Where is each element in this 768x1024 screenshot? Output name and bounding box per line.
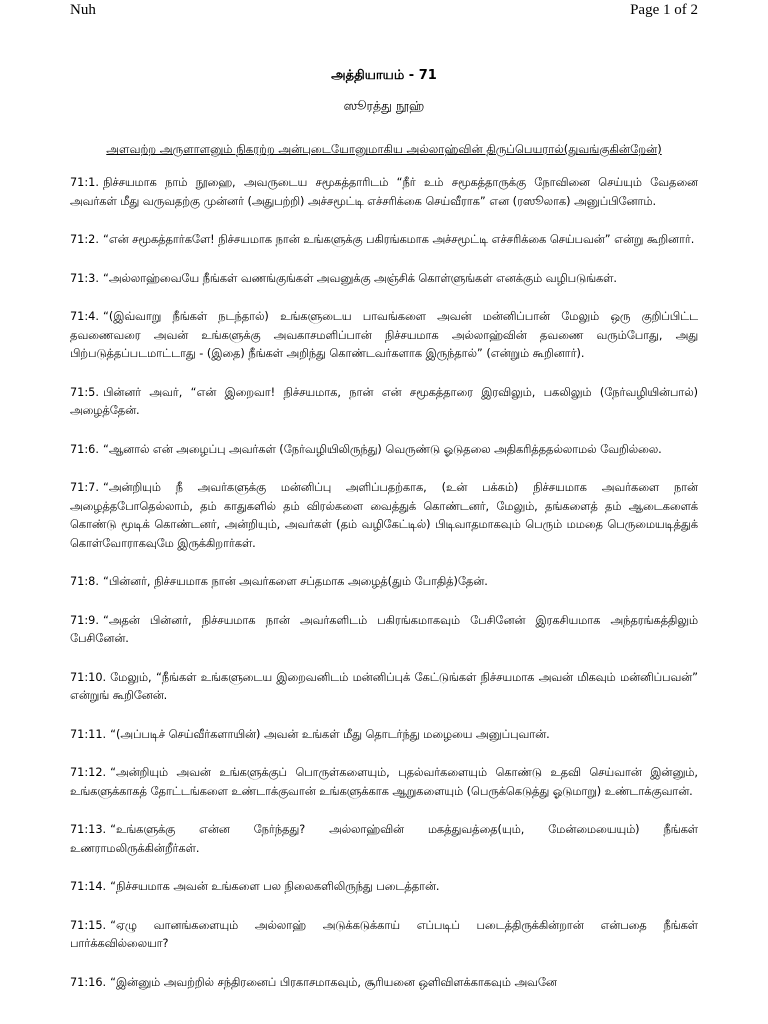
verse-text: “நிச்சயமாக அவன் உங்களை பல நிலைகளிலிருந்து படைத்தான். [110,880,440,893]
verse-item [70,821,698,858]
page-number: Page 1 of 2 [630,2,698,18]
verse-text: “உங்களுக்கு என்ன நேர்ந்தது? அல்லாஹ்வின் மகத்துவத்தை(யும், மேன்மையையும்) நீங்கள் உணராமலிருக்கின்றீர்கள். [70,823,698,855]
chapter-title: அத்தியாயம் - 71 [331,68,437,83]
verse-text: “அன்றியும் நீ அவர்களுக்கு மன்னிப்பு அளிப்பதற்காக, (உன் பக்கம்) நிச்சயமாக அவர்களை நான் அழைத்தபோதெல்லாம், தம் காதுகளில் தம் விரல்களை வைத்துக் கொண்டனர், மேலும், தங்களைத் தம் ஆடைகளைக் கொண்டு மூடிக் கொண்டனர், அன்றியும், அவர்கள் (தம் வழிகேட்டில்) பிடிவாதமாகவும் பெரும் மமதை பெருமையடித்துக் கொள்வோராகவுமே இருக்கிறார்கள். [70,481,698,550]
page-header [0,0,768,24]
verse-number: 71:6. [70,442,99,456]
surah-name: ஸூரத்து நூஹ் [343,98,425,113]
bismillah-line: அளவற்ற அருளாளனும் நிகரற்ற அன்புடையோனுமாகிய அல்லாஹ்வின் திருப்பெயரால்(துவங்குகின்றேன்) [106,142,662,156]
verse-number: 71:11. [70,727,107,741]
verse-item [70,479,698,553]
verse-text: “அன்றியும் அவன் உங்களுக்குப் பொருள்களையும், புதல்வர்களையும் கொண்டு உதவி செய்வான் இன்னும், உங்களுக்காகத் தோட்டங்களை உண்டாக்குவான் உங்களுக்காக ஆறுகளையும் (பெருக்கெடுத்து ஓடுமாறு) உண்டாக்குவான். [70,766,698,798]
verse-item [70,174,698,211]
verse-text: “ஏழு வானங்களையும் அல்லாஹ் அடுக்கடுக்காய் எப்படிப் படைத்திருக்கின்றான் என்பதை நீங்கள் பார்க்கவில்லையா? [70,918,698,950]
verse-text: பின்னர் அவர், “என் இறைவா! நிச்சயமாக, நான் என் சமூகத்தாரை இரவிலும், பகலிலும் (நேர்வழியின்பால்) அழைத்தேன். [70,385,698,417]
verse-item [70,764,698,801]
verse-item [70,917,698,954]
verse-text: மேலும், “நீங்கள் உங்களுடைய இறைவனிடம் மன்னிப்புக் கேட்டுங்கள் நிச்சயமாக அவன் மிகவும் மன்னிப்பவன்” என்றுங் கூறினேன். [70,670,698,702]
verse-item [70,270,698,289]
verse-number: 71:4. [70,310,99,323]
verse-number: 71:9. [70,613,99,627]
verse-item [70,573,698,592]
verse-text: “அதன் பின்னர், நிச்சயமாக நான் அவர்களிடம் பகிரங்கமாகவும் பேசினேன் இரகசியமாக அந்தரங்கத்திலும் பேசினேன். [70,613,698,645]
verse-text: “ஆனால் என் அழைப்பு அவர்கள் (நேர்வழியிலிருந்து) வெருண்டு ஓடுதலை அதிகரித்ததல்லாமல் வேறில்லை. [102,442,662,456]
verse-item [70,974,698,993]
verse-number: 71:5. [70,385,99,399]
verse-number: 71:3. [70,271,99,285]
verse-list [70,174,698,1020]
header-title: Nuh [70,2,96,18]
verse-number: 71:7. [70,481,99,494]
verse-number: 71:8. [70,575,99,588]
verse-text: “(இவ்வாறு நீங்கள் நடந்தால்) உங்களுடைய பாவங்களை அவன் மன்னிப்பான் மேலும் ஒரு குறிப்பிட்ட தவணைவரை அவன் உங்களுக்கு அவகாசமளிப்பான் நிச்சயமாக அல்லாஹ்வின் தவணை வரும்போது, அது பிற்படுத்தப்படமாட்டாது - (இதை) நீங்கள் அறிந்து கொண்டவர்களாக இருந்தால்” (என்றும் கூறினார்). [70,310,698,360]
verse-number: 71:10. [70,670,107,684]
verse-number: 71:1. [70,176,99,189]
verse-number: 71:12. [70,766,107,779]
verse-text: நிச்சயமாக நாம் நூஹை, அவருடைய சமூகத்தாரிடம் “நீர் உம் சமூகத்தாருக்கு நோவினை செய்யும் வேதனை அவர்கள் மீது வருவதற்கு முன்னர் (அதுபற்றி) அச்சமூட்டி எச்சரிக்கை செய்வீராக” என (ரஸூலாக) அனுப்பினோம். [70,176,698,208]
verse-item [70,878,698,897]
verse-item [70,231,698,250]
verse-item [70,441,698,460]
verse-text: “அல்லாஹ்வையே நீங்கள் வணங்குங்கள் அவனுக்கு அஞ்சிக் கொள்ளுங்கள் எனக்கும் வழிபடுங்கள். [102,271,617,285]
verse-text: “பின்னர், நிச்சயமாக நான் அவர்களை சப்தமாக அழைத்(தும் போதித்)தேன். [102,575,488,588]
verse-item [70,612,698,649]
verse-text: “என் சமூகத்தார்களே! நிச்சயமாக நான் உங்களுக்கு பகிரங்கமாக அச்சமூட்டி எச்சரிக்கை செய்பவன்” என்று கூறினார். [102,233,695,246]
verse-number: 71:13. [70,823,107,836]
verse-number: 71:2. [70,233,99,246]
verse-text: “இன்னும் அவற்றில் சந்திரனைப் பிரகாசமாகவும், சூரியனை ஒளிவிளக்காகவும் அவனே [110,975,557,989]
verse-number: 71:16. [70,975,107,989]
verse-text: “(அப்படிச் செய்வீர்களாயின்) அவன் உங்கள் மீது தொடர்ந்து மழையை அனுப்புவான். [110,727,550,741]
verse-item [70,669,698,706]
verse-number: 71:14. [70,880,107,893]
verse-item [70,384,698,421]
verse-item [70,726,698,745]
verse-number: 71:15. [70,918,107,932]
verse-item [70,308,698,364]
